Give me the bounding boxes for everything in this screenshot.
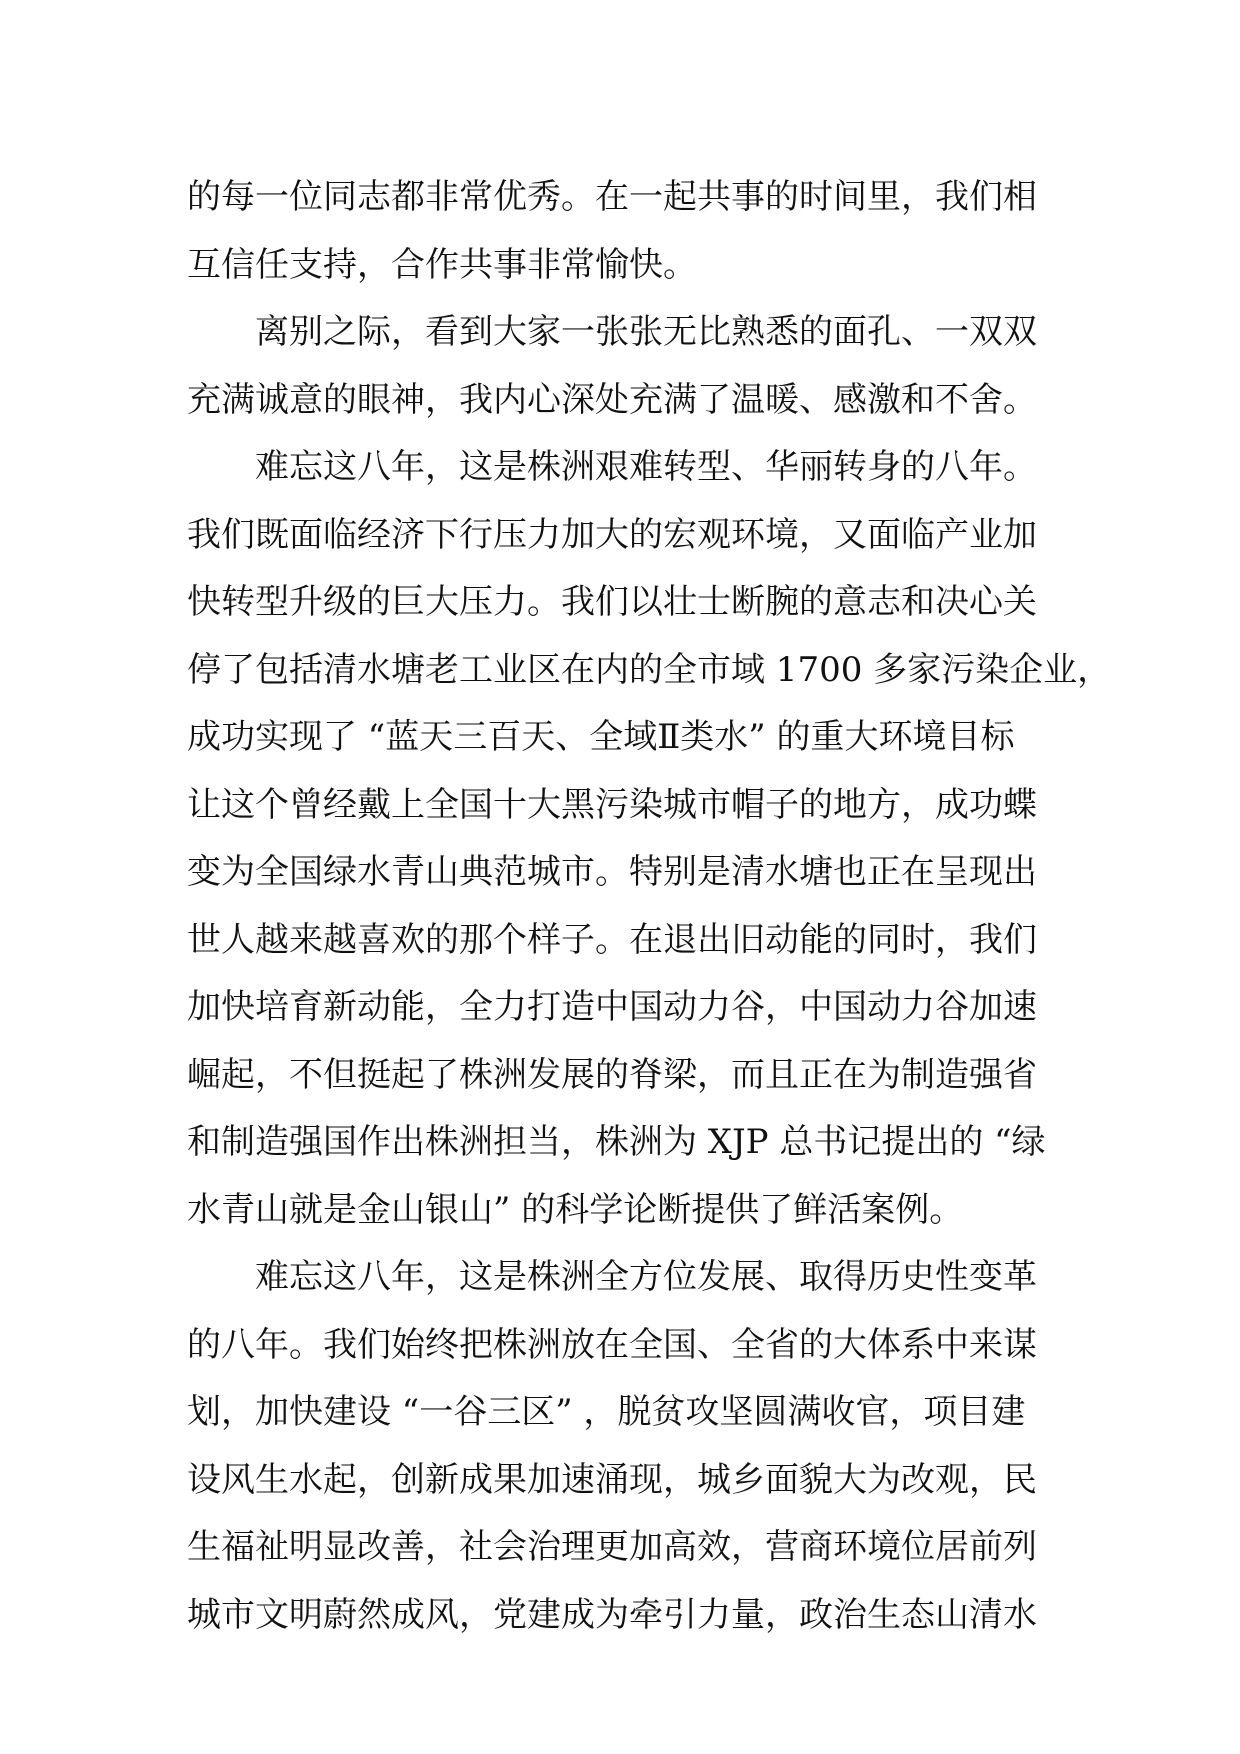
text-line: 快转型升级的巨大压力。我们以壮士断腕的意志和决心关 xyxy=(187,582,1037,622)
text-line: 划，加快建设 “一谷三区” ，脱贫攻坚圆满收官，项目建 xyxy=(187,1392,1026,1432)
text-line: 让这个曾经戴上全国十大黑污染城市帽子的地方，成功蝶 xyxy=(187,784,1037,825)
text-line: 我们既面临经济下行压力加大的宏观环境，又面临产业加 xyxy=(187,514,1037,555)
text-line: 互信任支持，合作共事非常愉快。 xyxy=(187,244,697,285)
text-line: 变为全国绿水青山典范城市。特别是清水塘也正在呈现出 xyxy=(187,852,1037,892)
body-text xyxy=(187,164,1112,1649)
text-line: 崛起，不但挺起了株洲发展的脊梁，而且正在为制造强省 xyxy=(187,1054,1037,1095)
text-line: 离别之际，看到大家一张张无比熟悉的面孔、一双双 xyxy=(255,312,1037,352)
text-line: 加快培育新动能，全力打造中国动力谷，中国动力谷加速 xyxy=(187,987,1037,1027)
text-line: 城市文明蔚然成风，党建成为牵引力量，政治生态山清水 xyxy=(187,1594,1037,1635)
text-line: 成功实现了 “蓝天三百天、全域Ⅱ类水” 的重大环境目标 xyxy=(187,717,1015,757)
text-line: 难忘这八年，这是株洲艰难转型、华丽转身的八年。 xyxy=(255,447,1037,487)
text-line: 充满诚意的眼神，我内心深处充满了温暖、感激和不舍。 xyxy=(187,379,1037,420)
text-line: 和制造强国作出株洲担当，株洲为 XJP 总书记提出的 “绿 xyxy=(187,1122,1046,1162)
text-line: 停了包括清水塘老工业区在内的全市域 1700 多家污染企业， xyxy=(187,649,1112,690)
text-line: 水青山就是金山银山” 的科学论断提供了鲜活案例。 xyxy=(187,1189,964,1230)
text-line: 的八年。我们始终把株洲放在全国、全省的大体系中来谋 xyxy=(187,1324,1037,1365)
text-line: 世人越来越喜欢的那个样子。在退出旧动能的同时，我们 xyxy=(187,919,1037,960)
text-line: 难忘这八年，这是株洲全方位发展、取得历史性变革 xyxy=(255,1257,1037,1297)
text-line: 的每一位同志都非常优秀。在一起共事的时间里，我们相 xyxy=(187,177,1037,217)
text-line: 生福祉明显改善，社会治理更加高效，营商环境位居前列 xyxy=(187,1527,1037,1567)
text-line: 设风生水起，创新成果加速涌现，城乡面貌大为改观，民 xyxy=(187,1459,1037,1500)
